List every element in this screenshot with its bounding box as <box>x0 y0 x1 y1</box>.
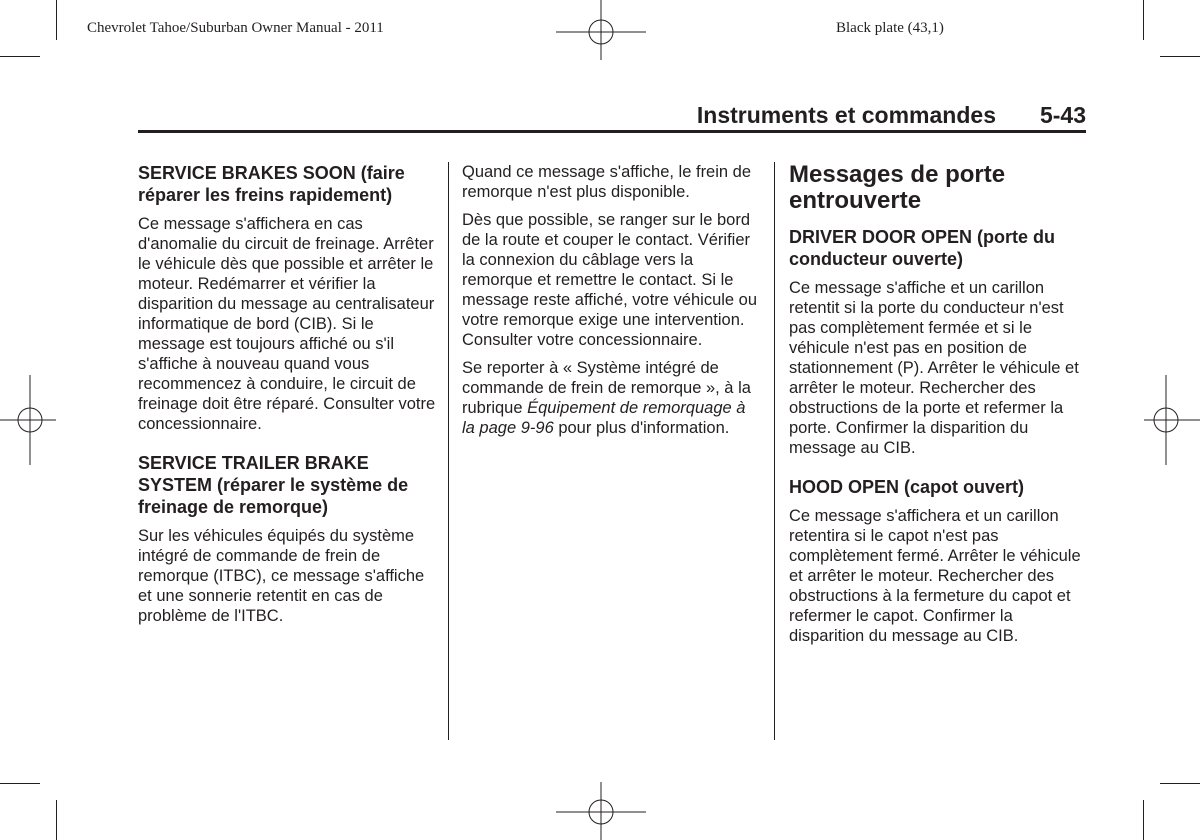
section-service-brakes <box>138 162 438 434</box>
column-1 <box>138 162 438 644</box>
crop-mark <box>56 800 57 840</box>
crop-mark <box>1160 783 1200 784</box>
column-divider <box>774 162 775 740</box>
crop-mark <box>0 56 40 57</box>
page-number: 5-43 <box>1039 102 1086 128</box>
column-divider <box>448 162 449 740</box>
body-paragraph: Ce message s'affichera en cas d'anomalie du circuit de freinage. Arrêter le véhicule dès que possible et arrêter le moteur. Redémarrer et vérifier la disparition du message au centralisateur informatique de bord (CIB). Si le message est toujours affiché ou s'il s'affiche à nouveau quand vous recommencez à conduire, le circuit de freinage doit être réparé. Consulter votre concessionnaire. <box>138 215 436 433</box>
crop-mark <box>56 0 57 40</box>
registration-mark-icon <box>556 782 646 840</box>
reference-text: Se reporter à « Système intégré de commande de frein de remorque », à la rubrique <box>462 359 751 417</box>
registration-mark-icon <box>0 375 56 465</box>
section-hood-open <box>789 476 1089 646</box>
crop-mark <box>0 783 40 784</box>
body-paragraph: Dès que possible, se ranger sur le bord de la route et couper le contact. Vérifier la connexion du câblage vers la remorque et remettre le contact. Si le message reste affiché, votre véhicule ou votre remorque exige une intervention. Consulter votre concessionnaire. <box>462 211 758 349</box>
section-trailer-brake <box>138 452 438 626</box>
registration-mark-icon <box>1144 375 1200 465</box>
section-driver-door-open <box>789 226 1089 458</box>
topic-title: Messages de porte entrouverte <box>789 161 1006 214</box>
crop-mark <box>1160 56 1200 57</box>
body-paragraph: Quand ce message s'affiche, le frein de remorque n'est plus disponible. <box>462 163 752 201</box>
reference-text: pour plus d'information. <box>553 419 730 437</box>
section-heading: SERVICE TRAILER BRAKE SYSTEM (réparer le système de freinage de remorque) <box>138 453 409 517</box>
body-paragraph: Ce message s'affichera et un carillon retentira si le capot n'est pas complètement fermé. Arrêter le véhicule et arrêter le moteur. Rechercher des obstructions à la fermeture du capot et refermer le capot. Confirmer la disparition du message au CIB. <box>789 507 1081 645</box>
crop-mark <box>1143 0 1144 40</box>
column-3 <box>789 162 1089 664</box>
registration-mark-icon <box>556 0 646 60</box>
running-head <box>138 102 1086 133</box>
section-title: Instruments et commandes <box>696 102 996 128</box>
crop-mark <box>1143 800 1144 840</box>
print-slug-left: Chevrolet Tahoe/Suburban Owner Manual - 2011 <box>87 20 384 36</box>
section-heading: DRIVER DOOR OPEN (porte du conducteur ouverte) <box>789 227 1056 269</box>
print-slug-right: Black plate (43,1) <box>836 20 944 36</box>
body-paragraph: Sur les véhicules équipés du système intégré de commande de frein de remorque (ITBC), ce message s'affiche et une sonnerie retentit en cas de problème de l'ITBC. <box>138 527 425 625</box>
section-heading: SERVICE BRAKES SOON (faire réparer les freins rapidement) <box>138 163 405 205</box>
cross-reference-link[interactable]: Équipement de remorquage à la page 9-96 <box>462 399 746 437</box>
body-paragraph-reference <box>462 358 762 438</box>
section-heading: HOOD OPEN (capot ouvert) <box>789 477 1025 497</box>
column-2 <box>462 162 762 446</box>
body-paragraph: Ce message s'affiche et un carillon retentit si la porte du conducteur n'est pas complètement fermée et si le véhicule n'est pas en position de stationnement (P). Arrêter le véhicule et arrêter le moteur. Rechercher des obstructions de la porte et refermer la porte. Confirmer la disparition du message au CIB. <box>789 279 1079 457</box>
